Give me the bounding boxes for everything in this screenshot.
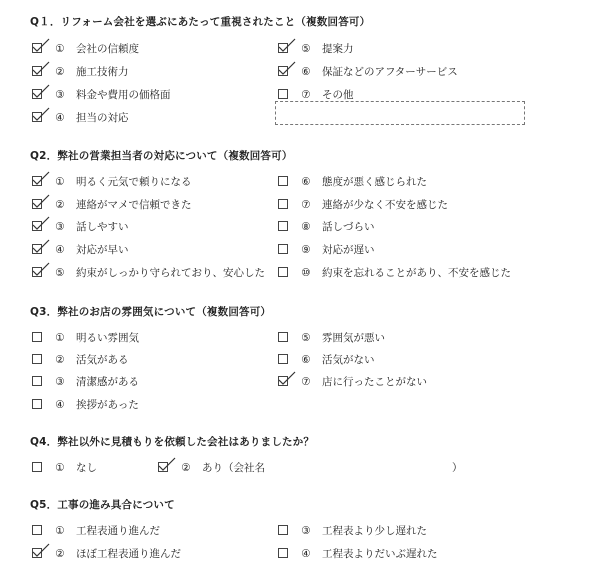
option-number: ⑥: [301, 354, 311, 366]
checkbox[interactable]: [32, 244, 42, 254]
option-number: ③: [55, 376, 65, 388]
option-row: [278, 41, 354, 56]
option-row: [278, 219, 375, 234]
check-mark-icon: [31, 61, 51, 77]
option-label: 対応が早い: [76, 244, 129, 256]
option-number: ⑥: [301, 66, 311, 78]
option-number: ④: [55, 112, 65, 124]
checkbox[interactable]: [278, 199, 288, 209]
option-label: 明るい雰囲気: [76, 332, 139, 344]
option-row: [32, 330, 139, 345]
option-row: [32, 546, 181, 561]
checkbox[interactable]: [158, 462, 168, 472]
option-row: [32, 64, 129, 79]
option-row: [158, 460, 265, 475]
option-row: [32, 41, 139, 56]
checkbox[interactable]: [278, 548, 288, 558]
check-mark-icon: [31, 84, 51, 100]
option-row: [32, 110, 129, 125]
checkbox[interactable]: [32, 332, 42, 342]
check-mark-icon: [31, 38, 51, 54]
checkbox[interactable]: [278, 66, 288, 76]
check-mark-icon: [31, 262, 51, 278]
option-label: その他: [322, 89, 354, 101]
checkbox[interactable]: [32, 199, 42, 209]
checkbox[interactable]: [32, 221, 42, 231]
checkbox[interactable]: [278, 244, 288, 254]
checkbox[interactable]: [278, 221, 288, 231]
option-number: ⑦: [301, 89, 311, 101]
option-number: ⑨: [301, 244, 311, 256]
option-number: ③: [55, 89, 65, 101]
option-number: ⑦: [301, 376, 311, 388]
checkbox[interactable]: [278, 89, 288, 99]
checkbox[interactable]: [278, 332, 288, 342]
option-label: 料金や費用の価格面: [76, 89, 171, 101]
option-number: ⑤: [301, 332, 311, 344]
option-row: [278, 174, 427, 189]
option-label: 活気がない: [322, 354, 375, 366]
option-label: 店に行ったことがない: [322, 376, 427, 388]
option-number: ①: [55, 462, 65, 474]
checkbox[interactable]: [32, 525, 42, 535]
checkbox[interactable]: [32, 376, 42, 386]
check-mark-icon: [277, 38, 297, 54]
option-row: [32, 197, 192, 212]
option-row: [278, 523, 427, 538]
option-label: 清潔感がある: [76, 376, 139, 388]
company-name-close-paren: ）: [452, 462, 463, 474]
option-row: [32, 374, 139, 389]
check-mark-icon: [31, 194, 51, 210]
option-label: 工程表より少し遅れた: [322, 525, 427, 537]
option-row: [278, 265, 511, 280]
option-label: 提案力: [322, 43, 354, 55]
option-number: ④: [55, 399, 65, 411]
option-number: ②: [55, 354, 65, 366]
option-row: [32, 87, 171, 102]
option-label: 雰囲気が悪い: [322, 332, 385, 344]
question-title: Q3．弊社のお店の雰囲気について（複数回答可）: [30, 306, 272, 318]
option-number: ①: [55, 525, 65, 537]
option-label: 約束がしっかり守られており、安心した: [76, 267, 265, 279]
checkbox[interactable]: [32, 89, 42, 99]
option-label: 明るく元気で頼りになる: [76, 176, 192, 188]
checkbox[interactable]: [278, 176, 288, 186]
option-number: ⑦: [301, 199, 311, 211]
option-row: [278, 197, 448, 212]
option-label: 担当の対応: [76, 112, 129, 124]
question-title: Q2．弊社の営業担当者の対応について（複数回答可）: [30, 150, 293, 162]
option-label: 話しやすい: [76, 221, 129, 233]
option-number: ⑤: [55, 267, 65, 279]
option-label: なし: [76, 462, 97, 474]
checkbox[interactable]: [278, 525, 288, 535]
option-label: 会社の信頼度: [76, 43, 139, 55]
option-row: [32, 219, 129, 234]
option-number: ⑥: [301, 176, 311, 188]
question-title: Q5．工事の進み具合について: [30, 499, 175, 511]
option-label: 工程表通り進んだ: [76, 525, 160, 537]
option-row: [278, 330, 385, 345]
option-number: ①: [55, 332, 65, 344]
question-title: Q4．弊社以外に見積もりを依頼した会社はありましたか？: [30, 436, 315, 448]
option-row: [278, 87, 354, 102]
check-mark-icon: [31, 107, 51, 123]
option-number: ⑤: [301, 43, 311, 55]
option-row: [278, 546, 438, 561]
check-mark-icon: [157, 457, 177, 473]
checkbox[interactable]: [32, 462, 42, 472]
option-number: ④: [55, 244, 65, 256]
option-label: 対応が遅い: [322, 244, 375, 256]
option-number: ①: [55, 43, 65, 55]
option-number: ③: [55, 221, 65, 233]
checkbox[interactable]: [278, 376, 288, 386]
check-mark-icon: [31, 216, 51, 232]
question-title: Q１．リフォーム会社を選ぶにあたって重視されたこと（複数回答可）: [30, 16, 371, 28]
option-number: ⑩: [301, 267, 311, 279]
option-row: [32, 397, 139, 412]
option-number: ②: [55, 66, 65, 78]
option-label: 態度が悪く感じられた: [322, 176, 427, 188]
checkbox[interactable]: [32, 112, 42, 122]
option-row: [32, 265, 265, 280]
check-mark-icon: [31, 543, 51, 559]
option-number: ②: [55, 548, 65, 560]
option-number: ②: [181, 462, 191, 474]
checkbox[interactable]: [278, 43, 288, 53]
check-mark-icon: [277, 371, 297, 387]
option-number: ③: [301, 525, 311, 537]
option-label: 活気がある: [76, 354, 129, 366]
check-mark-icon: [31, 171, 51, 187]
option-number: ②: [55, 199, 65, 211]
checkbox[interactable]: [278, 267, 288, 277]
checkbox[interactable]: [32, 176, 42, 186]
option-row: [32, 523, 160, 538]
option-row: [32, 174, 192, 189]
option-label: 話しづらい: [322, 221, 375, 233]
checkbox[interactable]: [32, 354, 42, 364]
option-row: [278, 374, 427, 389]
option-label: 約束を忘れることがあり、不安を感じた: [322, 267, 511, 279]
check-mark-icon: [31, 239, 51, 255]
checkbox[interactable]: [32, 267, 42, 277]
option-label: ほぼ工程表通り進んだ: [76, 548, 181, 560]
other-text-box[interactable]: [275, 101, 525, 125]
checkbox[interactable]: [32, 66, 42, 76]
option-row: [278, 64, 458, 79]
option-row: [278, 242, 375, 257]
check-mark-icon: [277, 61, 297, 77]
option-label: 保証などのアフターサービス: [322, 66, 458, 78]
checkbox[interactable]: [32, 399, 42, 409]
checkbox[interactable]: [32, 43, 42, 53]
option-number: ④: [301, 548, 311, 560]
option-row: [32, 242, 129, 257]
option-label: あり（会社名: [202, 462, 265, 474]
checkbox[interactable]: [278, 354, 288, 364]
option-label: 連絡がマメで信頼できた: [76, 199, 192, 211]
option-row: [32, 460, 97, 475]
checkbox[interactable]: [32, 548, 42, 558]
option-number: ⑧: [301, 221, 311, 233]
option-number: ①: [55, 176, 65, 188]
option-label: 連絡が少なく不安を感じた: [322, 199, 448, 211]
option-row: [278, 352, 375, 367]
option-label: 施工技術力: [76, 66, 129, 78]
option-row: [32, 352, 129, 367]
option-label: 工程表よりだいぶ遅れた: [322, 548, 438, 560]
option-label: 挨拶があった: [76, 399, 139, 411]
